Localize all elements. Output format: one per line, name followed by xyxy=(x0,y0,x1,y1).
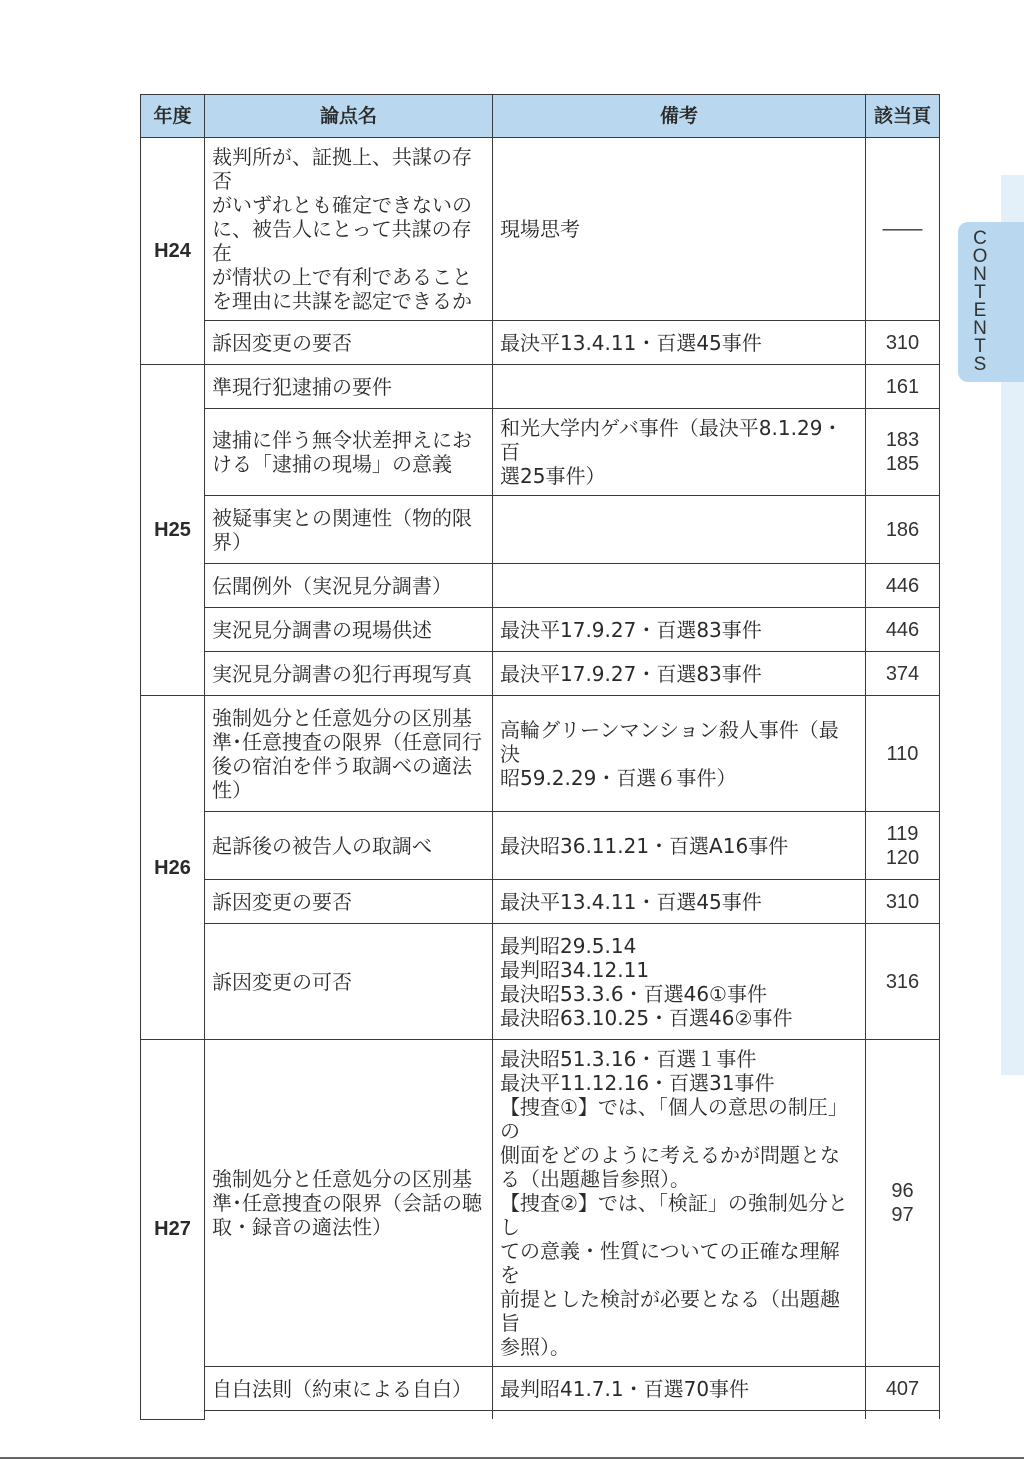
page-cell: 374 xyxy=(866,652,940,696)
notes-cell: 現場思考 xyxy=(493,138,866,321)
table-row xyxy=(141,321,940,365)
contents-tab[interactable] xyxy=(958,222,1024,382)
page-cell: 96 97 xyxy=(866,1040,940,1367)
table-row xyxy=(141,564,940,608)
notes-cell: 和光大学内ゲバ事件（最決平8.1.29・百 選25事件） xyxy=(493,409,866,496)
header-notes: 備考 xyxy=(493,95,866,138)
notes-cell xyxy=(493,564,866,608)
page-cell: 446 xyxy=(866,564,940,608)
topic-cell: 訴因変更の要否 xyxy=(205,880,493,924)
topic-cell: 伝聞例外（実況見分調書） xyxy=(205,564,493,608)
table-row xyxy=(141,880,940,924)
header-year: 年度 xyxy=(141,95,205,138)
topic-cell: 準現行犯逮捕の要件 xyxy=(205,365,493,409)
notes-cell xyxy=(493,496,866,564)
table-row xyxy=(141,924,940,1040)
continued-cell xyxy=(205,1411,493,1420)
table-row xyxy=(141,365,940,409)
page-cell: 316 xyxy=(866,924,940,1040)
table-row xyxy=(141,608,940,652)
notes-cell: 最決平13.4.11・百選45事件 xyxy=(493,321,866,365)
topic-cell: 起訴後の被告人の取調べ xyxy=(205,812,493,880)
table-row xyxy=(141,1040,940,1367)
table-row xyxy=(141,1367,940,1411)
table-row xyxy=(141,496,940,564)
page-cell: —— xyxy=(866,138,940,321)
page-cell: 119 120 xyxy=(866,812,940,880)
page-cell: 110 xyxy=(866,696,940,812)
topic-cell: 強制処分と任意処分の区別基 準･任意捜査の限界（任意同行 後の宿泊を伴う取調べの適法 性） xyxy=(205,696,493,812)
table-row xyxy=(141,812,940,880)
notes-cell: 最決昭36.11.21・百選A16事件 xyxy=(493,812,866,880)
continued-cell xyxy=(866,1411,940,1420)
notes-cell: 最決昭51.3.16・百選１事件 最決平11.12.16・百選31事件 【捜査①】では、「個人の意思の制圧」の 側面をどのように考えるかが問題とな る（出題趣旨参照）。 【捜査②】では、「検証」の強制処分とし ての意義・性質についての正確な理解を 前提とした検討が必要となる（出題趣旨 参照）。 xyxy=(493,1040,866,1367)
topic-cell: 訴因変更の要否 xyxy=(205,321,493,365)
year-cell: H25 xyxy=(141,365,205,696)
page-cell: 161 xyxy=(866,365,940,409)
page-cell: 310 xyxy=(866,880,940,924)
page-cell: 186 xyxy=(866,496,940,564)
page-cell: 407 xyxy=(866,1367,940,1411)
table-row xyxy=(141,652,940,696)
topic-cell: 強制処分と任意処分の区別基 準･任意捜査の限界（会話の聴 取・録音の適法性） xyxy=(205,1040,493,1367)
topic-cell: 逮捕に伴う無令状差押えにお ける「逮捕の現場」の意義 xyxy=(205,409,493,496)
notes-cell: 最決平17.9.27・百選83事件 xyxy=(493,652,866,696)
table-row xyxy=(141,409,940,496)
table-row-continued xyxy=(141,1411,940,1420)
topic-cell: 実況見分調書の現場供述 xyxy=(205,608,493,652)
page-cell: 183 185 xyxy=(866,409,940,496)
topic-cell: 裁判所が、証拠上、共謀の存否 がいずれとも確定できないの に、被告人にとって共謀の存在 が情状の上で有利であること を理由に共謀を認定できるか xyxy=(205,138,493,321)
topic-cell: 訴因変更の可否 xyxy=(205,924,493,1040)
topic-cell: 自白法則（約束による自白） xyxy=(205,1367,493,1411)
contents-tab-label: C O N T E N T S xyxy=(972,228,988,375)
page-cell: 446 xyxy=(866,608,940,652)
notes-cell xyxy=(493,365,866,409)
notes-cell: 最判昭41.7.1・百選70事件 xyxy=(493,1367,866,1411)
notes-cell: 最決平17.9.27・百選83事件 xyxy=(493,608,866,652)
year-cell: H26 xyxy=(141,696,205,1040)
topics-table xyxy=(140,94,940,1420)
page-cell: 310 xyxy=(866,321,940,365)
notes-cell: 最判昭29.5.14 最判昭34.12.11 最決昭53.3.6・百選46①事件 最決昭63.10.25・百選46②事件 xyxy=(493,924,866,1040)
year-cell: H27 xyxy=(141,1040,205,1420)
notes-cell: 高輪グリーンマンション殺人事件（最決 昭59.2.29・百選６事件） xyxy=(493,696,866,812)
header-topic: 論点名 xyxy=(205,95,493,138)
header-row xyxy=(141,95,940,138)
continued-cell xyxy=(493,1411,866,1420)
topic-cell: 被疑事実との関連性（物的限 界） xyxy=(205,496,493,564)
topic-cell: 実況見分調書の犯行再現写真 xyxy=(205,652,493,696)
table-row xyxy=(141,696,940,812)
table-row xyxy=(141,138,940,321)
year-cell: H24 xyxy=(141,138,205,365)
header-page: 該当頁 xyxy=(866,95,940,138)
notes-cell: 最決平13.4.11・百選45事件 xyxy=(493,880,866,924)
